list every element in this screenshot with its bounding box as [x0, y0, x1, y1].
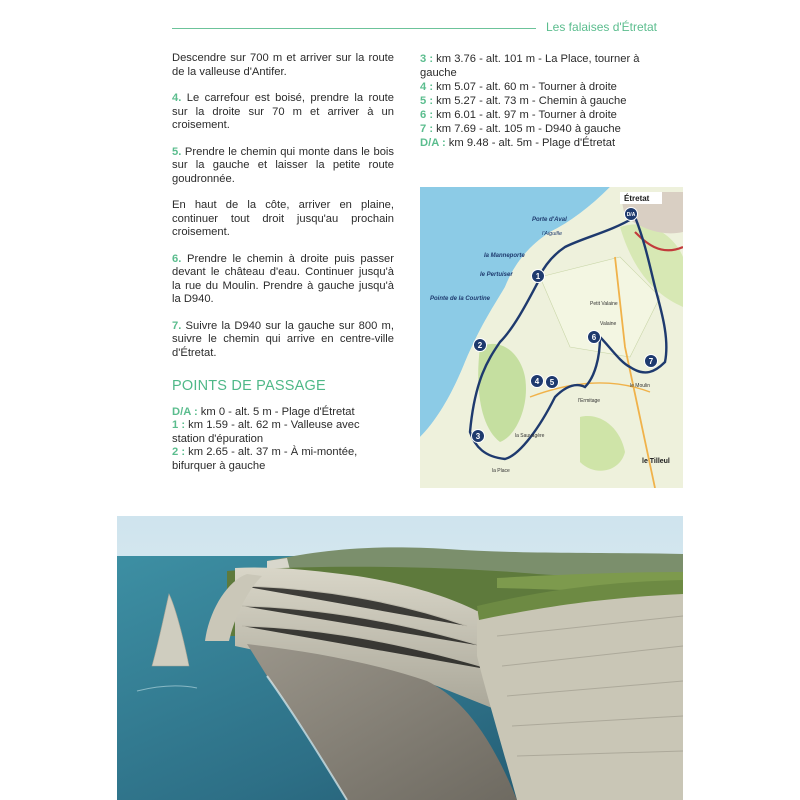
- map-label-manneporte: la Manneporte: [484, 253, 525, 259]
- waypoint-text: km 0 - alt. 5 m - Plage d'Étretat: [197, 405, 355, 418]
- map-label-valaine: Valaine: [600, 321, 617, 327]
- waypoint-item: [420, 122, 665, 136]
- map-label-moulin: le Moulin: [630, 383, 651, 389]
- left-column: [172, 52, 394, 473]
- waypoint-key: 1 :: [172, 419, 186, 431]
- map-label-aiguille: l'Aiguille: [542, 231, 563, 237]
- waypoint-key: 2 :: [172, 446, 186, 458]
- waypoint-key: D/A :: [420, 137, 446, 149]
- marker-label: 6: [591, 333, 597, 342]
- waypoint-key: 4 :: [420, 81, 434, 93]
- route-map[interactable]: [420, 187, 683, 488]
- paragraph-step-5: [172, 146, 394, 187]
- waypoint-text: km 5.07 - alt. 60 m - Tourner à droite: [433, 81, 617, 93]
- route-marker-3[interactable]: [472, 430, 485, 443]
- waypoint-text: km 6.01 - alt. 97 m - Tourner à droite: [433, 109, 617, 121]
- marker-label: 1: [535, 272, 541, 281]
- cliffs-photo-svg: [117, 516, 683, 800]
- section-title: POINTS DE PASSAGE: [172, 378, 326, 394]
- step-text: Suivre la D940 sur la gauche sur 800 m, suivre le chemin qui arrive en centre-ville d'Étretat.: [172, 319, 394, 359]
- waypoint-text: km 2.65 - alt. 37 m - À mi-montée, bifurquer à gauche: [172, 446, 358, 472]
- route-marker-1[interactable]: [532, 270, 545, 283]
- route-marker-da[interactable]: [625, 208, 638, 221]
- waypoint-key: 6 :: [420, 109, 434, 121]
- marker-label: 4: [534, 377, 540, 386]
- paragraph-step-7: [172, 320, 394, 361]
- map-label-place: la Place: [492, 468, 510, 474]
- map-label-petit-valaine: Petit Valaine: [590, 301, 618, 307]
- step-number: 5.: [172, 145, 182, 158]
- waypoint-item: [172, 406, 394, 420]
- step-text: Le carrefour est boisé, prendre la route sur la droite sur 70 m et arriver à un croisement.: [172, 92, 394, 131]
- route-marker-4[interactable]: [531, 375, 544, 388]
- route-marker-2[interactable]: [474, 339, 487, 352]
- waypoint-item: [420, 52, 665, 80]
- paragraph-descend: Descendre sur 700 m et arriver sur la route de la valleuse d'Antifer.: [172, 52, 394, 78]
- waypoint-item: [420, 136, 665, 150]
- map-label-pertuiser: le Pertuiser: [480, 272, 513, 278]
- waypoint-key: 5 :: [420, 95, 434, 107]
- marker-label: D/A: [626, 212, 636, 218]
- waypoint-key: 7 :: [420, 123, 434, 135]
- waypoint-text: km 9.48 - alt. 5m - Plage d'Étretat: [445, 137, 616, 149]
- cliffs-photo: [117, 516, 683, 800]
- route-map-svg: [420, 187, 683, 488]
- route-marker-6[interactable]: [588, 331, 601, 344]
- map-label-tilleul: le Tilleul: [642, 458, 670, 465]
- waypoint-item: [172, 419, 394, 446]
- header-title: Les falaises d'Étretat: [546, 20, 658, 34]
- waypoint-text: km 5.27 - alt. 73 m - Chemin à gauche: [433, 95, 627, 107]
- step-number: 6.: [172, 252, 182, 265]
- step-number: 4.: [172, 92, 182, 104]
- waypoint-text: km 3.76 - alt. 101 m - La Place, tourner à gauche: [420, 53, 640, 79]
- route-marker-7[interactable]: [645, 355, 658, 368]
- waypoint-key: 3 :: [420, 53, 434, 65]
- map-label-porte-aval: Porte d'Aval: [532, 217, 567, 223]
- right-column: [420, 52, 665, 150]
- step-number: 7.: [172, 319, 182, 332]
- paragraph-plain: En haut de la côte, arriver en plaine, continuer tout droit jusqu'au prochain croisement.: [172, 199, 394, 238]
- map-label-sauvagere: la Sauvagère: [515, 433, 545, 439]
- waypoint-item: [420, 108, 665, 122]
- step-text: Prendre le chemin qui monte dans le bois sur la gauche et laisser la petite route goudronnée.: [172, 145, 394, 185]
- waypoint-item: [420, 80, 665, 94]
- paragraph-step-6: [172, 253, 394, 307]
- header-rule: [172, 28, 536, 29]
- route-marker-5[interactable]: [546, 376, 559, 389]
- waypoint-item: [420, 94, 665, 108]
- marker-label: 5: [549, 378, 555, 387]
- waypoint-text: km 1.59 - alt. 62 m - Valleuse avec station d'épuration: [172, 419, 360, 445]
- map-label-courtine: Pointe de la Courtine: [430, 296, 491, 302]
- waypoint-item: [172, 446, 394, 473]
- right-cliff: [477, 584, 683, 800]
- map-label-etretat: Étretat: [624, 194, 650, 203]
- step-text: Prendre le chemin à droite puis passer devant le château d'eau. Continuer jusqu'à la rue du Moulin. Prendre à gauche jusqu'à la D940.: [172, 252, 394, 305]
- waypoint-key: D/A :: [172, 405, 198, 418]
- marker-label: 2: [477, 341, 483, 350]
- marker-label: 7: [648, 357, 654, 366]
- paragraph-step-4: [172, 92, 394, 133]
- marker-label: 3: [475, 432, 481, 441]
- map-label-ermitage: l'Ermitage: [578, 398, 601, 404]
- waypoint-text: km 7.69 - alt. 105 m - D940 à gauche: [433, 123, 621, 135]
